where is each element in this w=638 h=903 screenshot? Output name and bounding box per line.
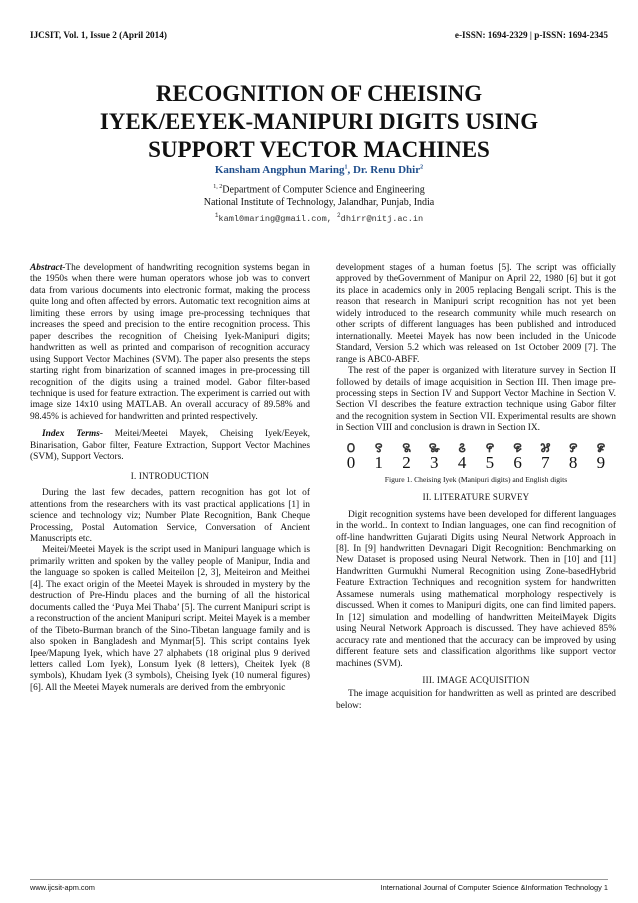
english-digit: 8 — [568, 453, 578, 473]
mayek-digit: ꯹ — [596, 439, 606, 455]
english-digit: 3 — [430, 453, 439, 473]
paragraph: The rest of the paper is organized with literature survey in Section II followed by details of image acquisition in Section III. Then image pre-processing steps in Section IV and Support Vector Machine in Section V. Section VI describes the feature extraction technique using Gabor filter and the recognition system in Section VII. Experimental results are shown in Section VIII and conclusion is drawn in Section IX. — [336, 366, 616, 434]
email-sup: 2 — [337, 212, 341, 220]
author-name: Dr. Renu Dhir — [352, 164, 421, 176]
index-terms-label: Index Terms- — [42, 429, 103, 440]
english-digit: 4 — [457, 453, 467, 473]
title-line: SUPPORT VECTOR MACHINES — [148, 137, 490, 162]
affiliation-sup: 1, 2 — [213, 184, 223, 190]
author-sup: 1 — [344, 164, 348, 171]
section-heading-image-acquisition: III. IMAGE ACQUISITION — [422, 674, 530, 685]
footer-journal-name: International Journal of Computer Science &Information Technology 1 — [380, 883, 608, 892]
mayek-digit: ꯸ — [568, 439, 578, 455]
index-terms — [30, 429, 310, 463]
section-heading-literature-survey: II. LITERATURE SURVEY — [422, 492, 530, 503]
mayek-digit: ꯵ — [485, 439, 494, 455]
mayek-digit: ꯷ — [540, 439, 551, 455]
left-column — [30, 263, 310, 694]
english-digit-row — [336, 453, 616, 473]
footer-rule — [30, 879, 608, 880]
affiliation — [30, 181, 608, 226]
journal-header-left: IJCSIT, Vol. 1, Issue 2 (April 2014) — [30, 30, 167, 40]
author-sup: 2 — [420, 164, 424, 171]
title-line: IYEK/EEYEK-MANIPURI DIGITS USING — [99, 109, 539, 134]
affiliation-line: Department of Computer Science and Engineering — [222, 184, 425, 196]
title-line: RECOGNITION OF CHEISING — [155, 81, 483, 106]
paragraph: During the last few decades, pattern recognition has got lot of attentions from the researchers with its vast practical applications [1] in science and technology viz; Number Plate Recognition, Bank Cheque Processing, Postal Automation Service, Conversation of Ancient Manuscripts etc. — [30, 488, 310, 544]
abstract-text: The development of handwriting recognition systems began in the 1950s when there were human operators whose job was to convert data from various documents into electronic format, making the process quite long and often affected by errors. Automatic text recognition aims at limiting these errors by using image pre-processing techniques that increases the speed and precision to the entire recognition process. This paper describes the recognition of Cheising Iyek-Manipuri digits; handwritten as well as printed and comparison of recognition accuracy using Support Vector Machines (SVM). The paper also presents the steps starting right from binarization of scanned images in pre-processing till recognition of the digits using a trained model. Gabor filter-based technique is used for feature extraction. The experiment is carried out with image size 14x10 using MATLAB. An overall accuracy of 89.58% and 98.45% is achieved for handwritten and printed respectively. — [30, 263, 310, 422]
footer-website-link[interactable]: www.ijcsit-apm.com — [30, 883, 95, 892]
paragraph: Meitei/Meetei Mayek is the script used in Manipuri language which is primarily written and spoken by the valley people of Manipur, India and the language so spoken is called Meiteilon [2, 3], Meiteiron and Meithei [4]. The exact origin of the Meetei Mayek is shrouded in mystery by the destruction of Pre-Hindu places and the burning of all the historical documents called the ‘Puya Mei Thaba’ [5]. The current Manipuri script is a reconstruction of the ancient Manipuri script. Meitei Mayek is a member of the Tibeto-Burman branch of the Sino-Tibetan language family and is also spoken in Bangladesh and Mynmar[5]. This script contains Iyek Ipee/Mapung Iyek, which have 27 alphabets (18 original plus 9 derived letters called Lom Iyek), Lonsum Iyek (8 letters), Cheitek Iyek (8 symbols), Khudam Iyek (3 symbols), Cheising Iyek (10 numeral figures) [6]. All the Meetei Mayek numerals are derived from the embryonic — [30, 545, 310, 693]
abstract-label: Abstract- — [30, 263, 66, 273]
mayek-digit: ꯶ — [513, 439, 522, 455]
paragraph: development stages of a human foetus [5]. The script was officially approved by theGovernment of Manipur on April 22, 1980 [6] but it got its place in academics only in 2005 replacing Bengali script. This is the reason that research in Manipuri script recognition has not yet been widely introduced to the research community while much research on other scripts of different languages has been published and introduced internationally. Meetei Mayek has now been included in the Unicode Standard, Version 5.2 which was released on 1st October 2009 [7]. The range is ABC0-ABFF. — [336, 263, 616, 365]
paragraph: Digit recognition systems have been developed for different languages in the world.. In context to Indian languages, one can find recognition of off-line handwritten Gujarati Digits using Neural Network Approach in [8]. In [9] handwritten Devnagari Digit Recognition: Benchmarking on New Dataset is proposed using Neural Network. Then in [10] and [11] Handwritten Gurmukhi Numeral Recognition using Zone-basedHybrid Feature Extraction Techniques and recognition system for handwritten Assamese numerals using mathematical morphology respectively is discussed. When it comes to Manipuri digits, one can find limited papers. In [12] simulation and modelling of handwritten MeiteiMayek Digits using Neural Network Approach is discussed. They have achieved 85% accuracy rate and mentioned that the accuracy can be improved by using different feature sets and classification algorithms like support vector machines (SVM). — [336, 509, 616, 669]
english-digit: 2 — [402, 453, 411, 473]
mayek-digit: ꯴ — [458, 439, 466, 455]
affiliation-department — [30, 181, 608, 196]
affiliation-line: National Institute of Technology, Jalandhar, Punjab, India — [203, 197, 435, 209]
author-separator: , — [347, 164, 353, 176]
english-digit: 1 — [374, 453, 384, 473]
right-column — [336, 263, 616, 712]
section-heading-introduction: I. INTRODUCTION — [130, 470, 210, 481]
english-digit: 9 — [596, 453, 606, 473]
email-link[interactable]: kaml0maring@gmail.com, — [218, 214, 338, 225]
english-digit: 6 — [513, 453, 522, 473]
mayek-digit: ꯳ — [428, 439, 440, 455]
paragraph: The image acquisition for handwritten as well as printed are described below: — [336, 689, 616, 711]
email-sup: 1 — [214, 212, 219, 220]
author-list — [30, 164, 608, 176]
author-emails — [30, 209, 608, 226]
email-link[interactable]: dhirr@nitj.ac.in — [340, 214, 424, 225]
mayek-digit: ꯱ — [374, 439, 383, 455]
author-name: Kansham Angphun Maring — [214, 164, 345, 176]
english-digit: 0 — [346, 453, 356, 473]
index-terms-text: Meitei/Meetei Mayek, Cheising Iyek/Eeyek, Binarisation, Gabor filter, Feature Extraction, Support Vector Machines (SVM), Support Vectors. — [30, 429, 310, 463]
mayek-digit: ꯲ — [402, 439, 411, 455]
mayek-digit-row — [336, 439, 616, 455]
english-digit: 5 — [485, 453, 495, 473]
english-digit: 7 — [541, 453, 550, 473]
figure-caption: Figure 1. Cheising Iyek (Manipuri digits) and English digits — [384, 474, 568, 484]
mayek-digit: ꯰ — [346, 439, 356, 455]
journal-header-right: e-ISSN: 1694-2329 | p-ISSN: 1694-2345 — [454, 30, 608, 40]
paper-title — [30, 80, 608, 164]
abstract — [30, 263, 310, 423]
